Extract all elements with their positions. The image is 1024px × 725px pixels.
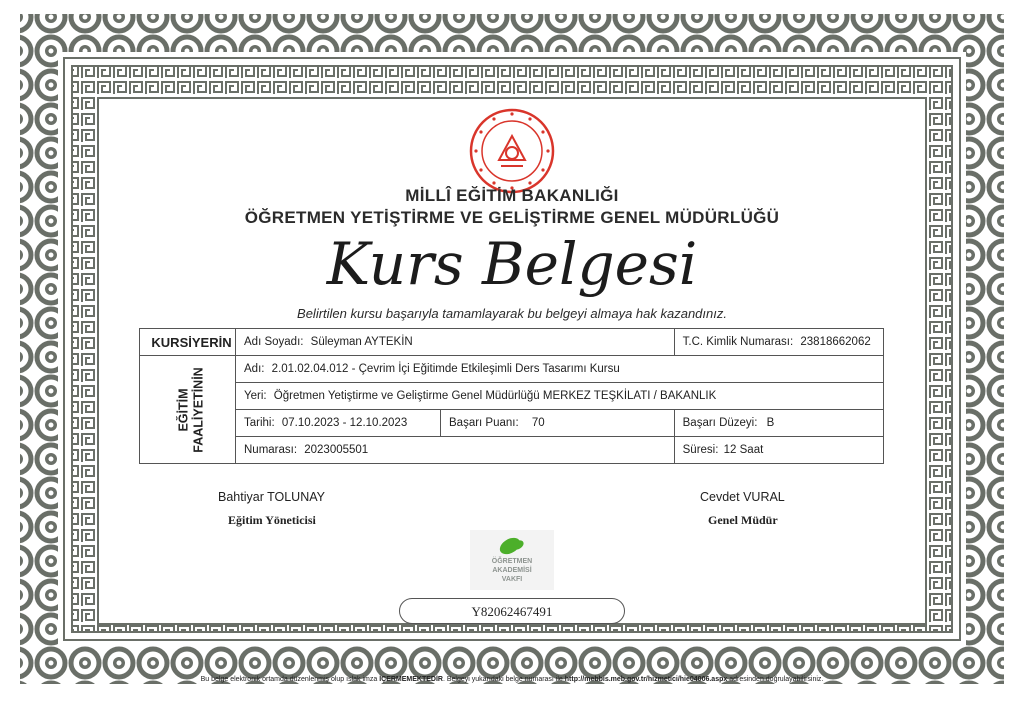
left-signer-name: Bahtiyar TOLUNAY xyxy=(218,490,325,504)
ministry-seal-icon xyxy=(469,108,555,194)
course-cell xyxy=(236,356,884,383)
directorate-name: ÖĞRETMEN YETİŞTİRME VE GELİŞTİRME GENEL MÜDÜRLÜĞÜ xyxy=(244,208,780,227)
activity-header-line1: EĞİTİM xyxy=(176,387,191,432)
activity-header-line2: FAALİYETİNİN xyxy=(191,366,206,453)
date-label: Tarihi: xyxy=(244,417,275,429)
level-label: Başarı Düzeyi: xyxy=(682,417,758,429)
course-label: Adı: xyxy=(244,363,265,375)
number-value: 2023005501 xyxy=(304,444,369,456)
level-value: B xyxy=(766,417,775,429)
place-row xyxy=(140,383,884,410)
certificate-title: Kurs Belgesi xyxy=(326,230,698,298)
course-row xyxy=(140,356,884,383)
verification-footer xyxy=(0,676,1024,683)
oav-logo-line3: VAKFI xyxy=(501,576,523,583)
right-signer-role: Genel Müdür xyxy=(708,513,778,527)
tc-cell xyxy=(674,329,883,356)
footer-bold-1: İÇERMEMEKTEDİR xyxy=(379,676,443,683)
duration-cell xyxy=(674,437,883,464)
tc-label: T.C. Kimlik Numarası: xyxy=(682,336,794,348)
score-cell xyxy=(441,410,675,437)
oav-logo-icon xyxy=(498,534,526,556)
activity-header xyxy=(140,356,236,464)
date-value: 07.10.2023 - 12.10.2023 xyxy=(281,417,408,429)
oav-logo-line1: ÖĞRETMEN xyxy=(491,558,533,565)
score-label: Başarı Puanı: xyxy=(449,417,519,429)
place-cell xyxy=(236,383,884,410)
date-cell xyxy=(236,410,441,437)
serial-number: Y82062467491 xyxy=(399,598,625,624)
place-label: Yeri: xyxy=(244,390,267,402)
trainee-row xyxy=(140,329,884,356)
number-label: Numarası: xyxy=(244,444,298,456)
tc-value: 23818662062 xyxy=(800,336,871,348)
oav-logo-line2: AKADEMİSİ xyxy=(492,567,532,574)
course-value: 2.01.02.04.012 - Çevrim İçi Eğitimde Etkileşimli Ders Tasarımı Kursu xyxy=(271,363,620,375)
certificate-subtitle: Belirtilen kursu başarıyla tamamlayarak bu belgeyi almaya hak kazandınız. xyxy=(297,306,727,321)
number-row xyxy=(140,437,884,464)
footer-text-1: Bu belge elektronik ortamda düzenlenmiş olup ıslak imza xyxy=(200,676,380,683)
level-cell xyxy=(674,410,883,437)
verification-link[interactable]: http://mebbis.meb.gov.tr/hizmetici/hie04006.aspx xyxy=(564,676,728,683)
name-value: Süleyman AYTEKİN xyxy=(310,336,413,348)
footer-text-3: adresinden doğrulayabilirsiniz. xyxy=(727,676,824,683)
name-label: Adı Soyadı: xyxy=(244,336,304,348)
footer-text-2: . Belgeyi yukarıdaki belge numarası ile xyxy=(442,676,565,683)
date-row xyxy=(140,410,884,437)
left-signer-role: Eğitim Yöneticisi xyxy=(228,513,316,527)
score-value: 70 xyxy=(531,417,545,429)
ministry-name: MİLLÎ EĞİTİM BAKANLIĞI xyxy=(405,186,619,205)
oav-logo xyxy=(470,530,554,590)
name-cell xyxy=(236,329,675,356)
number-cell xyxy=(236,437,675,464)
duration-value: 12 Saat xyxy=(723,444,764,456)
place-value: Öğretmen Yetiştirme ve Geliştirme Genel Müdürlüğü MERKEZ TEŞKİLATI / BAKANLIK xyxy=(273,390,717,402)
duration-label: Süresi: xyxy=(682,444,719,456)
trainee-header: KURSİYERİN xyxy=(140,329,236,356)
certificate-info-table xyxy=(139,328,884,464)
right-signer-name: Cevdet VURAL xyxy=(700,490,785,504)
